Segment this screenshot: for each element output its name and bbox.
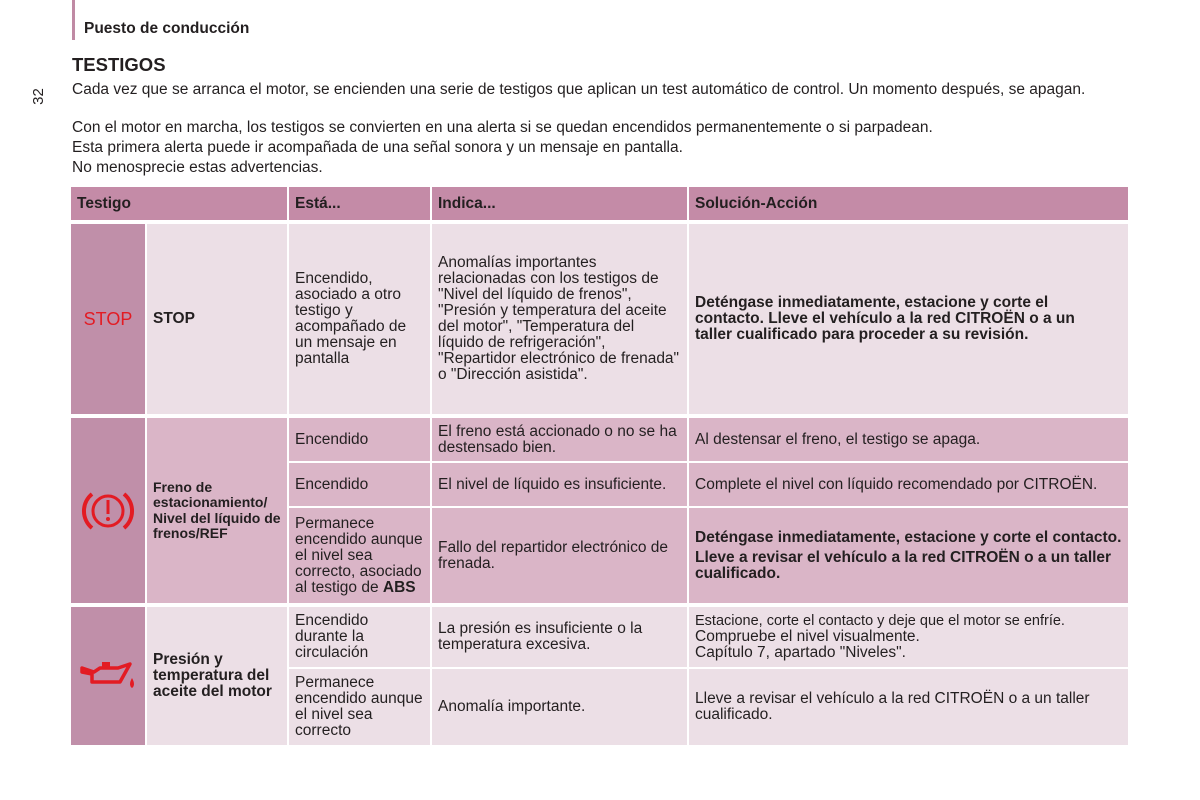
brake-esta-1: Encendido: [289, 418, 430, 461]
brake-solucion-3a: Deténgase inmediatamente, estacione y corte el contacto.: [695, 528, 1122, 546]
oil-esta-1: Encendido durante la circulación: [289, 607, 430, 667]
oil-solucion-1: [689, 607, 1128, 667]
oil-indica-1: La presión es insuficiente o la temperatura excesiva.: [432, 607, 687, 667]
oil-solucion-1c: Capítulo 7, apartado "Niveles".: [695, 643, 906, 661]
brake-solucion-1: Al destensar el freno, el testigo se apaga.: [689, 418, 1128, 461]
section-title: Puesto de conducción: [84, 20, 250, 37]
oil-solucion-2: Lleve a revisar el vehículo a la red CITROËN o a un taller cualificado.: [689, 669, 1128, 745]
brake-warning-icon: [71, 418, 145, 603]
abs-label: ABS: [382, 578, 416, 596]
oil-indica-2: Anomalía importante.: [432, 669, 687, 745]
page-title: TESTIGOS: [72, 54, 166, 75]
header-indica: Indica...: [432, 187, 687, 220]
margin-line: [72, 0, 75, 40]
brake-indica-3: Fallo del repartidor electrónico de frenada.: [432, 508, 687, 603]
header-solucion: Solución-Acción: [689, 187, 1128, 220]
brake-indica-2: El nivel de líquido es insuficiente.: [432, 463, 687, 506]
brake-solucion-3b: Lleve a revisar el vehículo a la red CITROËN o a un taller cualificado.: [695, 548, 1112, 582]
brake-esta-2: Encendido: [289, 463, 430, 506]
intro-paragraph: Con el motor en marcha, los testigos se convierten en una alerta si se quedan encendidos permanentemente o si parpadean.: [72, 119, 933, 136]
page-number: 32: [29, 88, 47, 105]
stop-solucion: Deténgase inmediatamente, estacione y corte el contacto. Lleve el vehículo a la red CITROËN o a un taller cualificado para proceder a su revisión.: [689, 224, 1128, 414]
intro-paragraph: Cada vez que se arranca el motor, se encienden una serie de testigos que aplican un test automático de control. Un momento después, se apagan.: [72, 81, 1086, 98]
oil-solucion-1a: Estacione, corte el contacto y deje que el motor se enfríe.: [695, 612, 1065, 629]
stop-name: STOP: [147, 224, 287, 414]
oil-esta-2: Permanece encendido aunque el nivel sea correcto: [289, 669, 430, 745]
stop-icon-text: STOP: [83, 309, 133, 329]
stop-esta: Encendido, asociado a otro testigo y acompañado de un mensaje en pantalla: [289, 224, 430, 414]
header-testigo: Testigo: [71, 187, 287, 220]
oil-solucion-1b: Compruebe el nivel visualmente.: [695, 627, 920, 645]
brake-indica-1: El freno está accionado o no se ha destensado bien.: [432, 418, 687, 461]
stop-indica: Anomalías importantes relacionadas con los testigos de "Nivel del líquido de frenos", "Presión y temperatura del aceite del motor", "Temperatura del líquido de refrigeración", "Repartidor electrónico de frenada" o "Dirección asistida".: [432, 224, 687, 414]
intro-paragraph: No menosprecie estas advertencias.: [72, 159, 323, 176]
stop-icon: [71, 224, 145, 414]
brake-name: Freno de estacionamiento/ Nivel del líquido de frenos/REF: [147, 418, 287, 603]
brake-solucion-3: [689, 508, 1128, 603]
oil-pressure-icon: [71, 607, 145, 745]
brake-esta-3: [289, 508, 430, 603]
oil-name: Presión y temperatura del aceite del motor: [147, 607, 287, 745]
intro-paragraph: Esta primera alerta puede ir acompañada de una señal sonora y un mensaje en pantalla.: [72, 139, 683, 156]
header-esta: Está...: [289, 187, 430, 220]
brake-solucion-2: Complete el nivel con líquido recomendado por CITROËN.: [689, 463, 1128, 506]
brake-esta-3-text: Permanece encendido aunque el nivel sea correcto, asociado al testigo de: [295, 514, 423, 596]
